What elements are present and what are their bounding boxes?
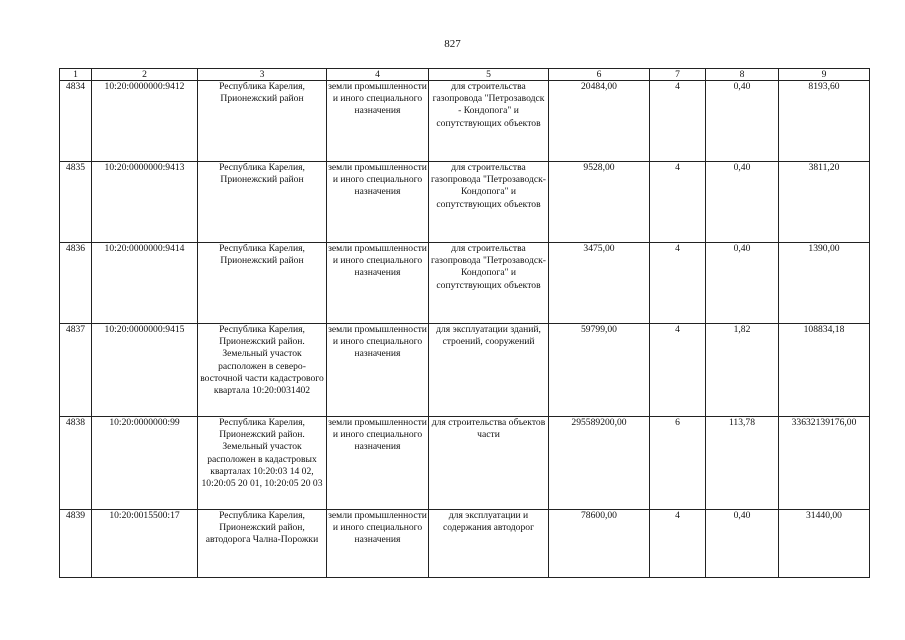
column-header: 6 [549,69,650,81]
column-header: 2 [92,69,198,81]
table-row [60,324,870,417]
page-number: 827 [444,38,461,50]
area-cell: 20484,00 [549,81,650,162]
area-cell: 295589200,00 [549,417,650,510]
row-number-cell: 4837 [60,324,92,417]
land-category-cell: земли промышленности и иного специального назначения [327,81,429,162]
table-row [60,243,870,324]
group-cell: 6 [650,417,706,510]
rate-cell: 113,78 [706,417,779,510]
row-number-cell: 4838 [60,417,92,510]
land-register-table [59,68,870,578]
column-header: 8 [706,69,779,81]
rate-cell: 0,40 [706,510,779,578]
rate-cell: 0,40 [706,81,779,162]
column-header: 4 [327,69,429,81]
permitted-use-cell: для эксплуатации и содержания автодорог [429,510,549,578]
row-number-cell: 4836 [60,243,92,324]
land-category-cell: земли промышленности и иного специального назначения [327,510,429,578]
area-cell: 59799,00 [549,324,650,417]
value-cell: 3811,20 [779,162,870,243]
land-category-cell: земли промышленности и иного специального назначения [327,417,429,510]
value-cell: 31440,00 [779,510,870,578]
table-row [60,417,870,510]
column-header: 9 [779,69,870,81]
permitted-use-cell: для строительства газопровода "Петрозаводск-Кондопога" и сопутствующих объектов [429,243,549,324]
land-category-cell: земли промышленности и иного специального назначения [327,324,429,417]
rate-cell: 0,40 [706,162,779,243]
land-category-cell: земли промышленности и иного специального назначения [327,243,429,324]
table-row [60,81,870,162]
group-cell: 4 [650,81,706,162]
group-cell: 4 [650,324,706,417]
location-cell: Республика Карелия, Прионежский район [198,81,327,162]
group-cell: 4 [650,162,706,243]
row-number-cell: 4834 [60,81,92,162]
value-cell: 33632139176,00 [779,417,870,510]
group-cell: 4 [650,510,706,578]
permitted-use-cell: для строительства газопровода "Петрозаводск-Кондопога" и сопутствующих объектов [429,162,549,243]
table-row [60,162,870,243]
column-number-row [60,69,870,81]
row-number-cell: 4835 [60,162,92,243]
table-row [60,510,870,578]
cadastral-number-cell: 10:20:0000000:99 [92,417,198,510]
cadastral-number-cell: 10:20:0000000:9414 [92,243,198,324]
cadastral-number-cell: 10:20:0015500:17 [92,510,198,578]
rate-cell: 0,40 [706,243,779,324]
column-header: 1 [60,69,92,81]
group-cell: 4 [650,243,706,324]
location-cell: Республика Карелия, Прионежский район [198,162,327,243]
rate-cell: 1,82 [706,324,779,417]
location-cell: Республика Карелия, Прионежский район. Земельный участок расположен в северо-восточной части кадастрового квартала 10:20:0031402 [198,324,327,417]
column-header: 3 [198,69,327,81]
land-category-cell: земли промышленности и иного специального назначения [327,162,429,243]
value-cell: 8193,60 [779,81,870,162]
column-header: 7 [650,69,706,81]
permitted-use-cell: для строительства объектов части [429,417,549,510]
permitted-use-cell: для эксплуатации зданий, строений, сооружений [429,324,549,417]
location-cell: Республика Карелия, Прионежский район [198,243,327,324]
location-cell: Республика Карелия, Прионежский район, автодорога Чална-Порожки [198,510,327,578]
area-cell: 3475,00 [549,243,650,324]
value-cell: 108834,18 [779,324,870,417]
location-cell: Республика Карелия, Прионежский район. Земельный участок расположен в кадастровых кварталах 10:20:03 14 02, 10:20:05 20 01, 10:20:05 20 03 [198,417,327,510]
cadastral-number-cell: 10:20:0000000:9412 [92,81,198,162]
area-cell: 9528,00 [549,162,650,243]
cadastral-number-cell: 10:20:0000000:9413 [92,162,198,243]
row-number-cell: 4839 [60,510,92,578]
column-header: 5 [429,69,549,81]
value-cell: 1390,00 [779,243,870,324]
cadastral-number-cell: 10:20:0000000:9415 [92,324,198,417]
permitted-use-cell: для строительства газопровода "Петрозаводск - Кондопога" и сопутствующих объектов [429,81,549,162]
area-cell: 78600,00 [549,510,650,578]
